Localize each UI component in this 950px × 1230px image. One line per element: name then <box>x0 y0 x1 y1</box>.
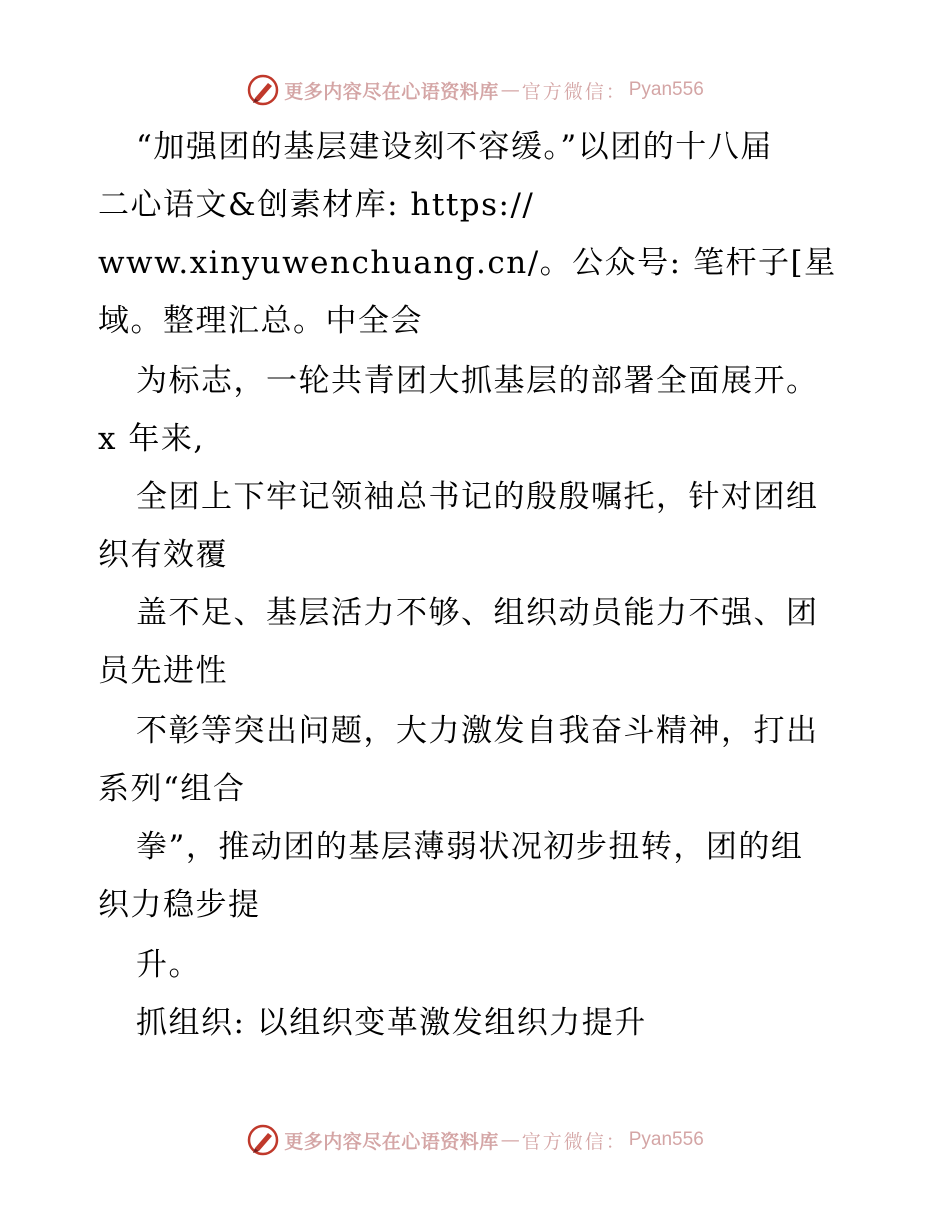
banner-separator: — <box>500 1129 520 1151</box>
text-line: 拳”，推动团的基层薄弱状况初步扭转，团的组 <box>136 829 804 865</box>
text-line: 不彰等突出问题，大力激发自我奋斗精神，打出 <box>136 713 819 749</box>
text-line: 盖不足、基层活力不够、组织动员能力不强、团 <box>136 595 819 631</box>
footer-banner <box>0 1120 950 1160</box>
banner-main-text: 更多内容尽在心语资料库 <box>284 80 499 103</box>
text-line: x 年来, <box>98 421 205 457</box>
banner-official-label: 官方微信： <box>521 80 627 103</box>
text-line: 抓组织: 以组织变革激发组织力提升 <box>136 1005 647 1041</box>
pen-logo-icon <box>246 1123 280 1157</box>
text-line: 系列“组合 <box>98 771 246 807</box>
header-banner <box>0 70 950 110</box>
text-line: 全团上下牢记领袖总书记的殷殷嘱托，针对团组 <box>136 479 819 515</box>
text-line: 织力稳步提 <box>98 887 261 923</box>
text-line: 二心语文&创素材库: https:// <box>98 187 535 223</box>
pen-logo-icon <box>246 73 280 107</box>
banner-separator: — <box>500 79 520 101</box>
banner-wechat-id: Pyan556 <box>628 1129 704 1150</box>
banner-wechat-id: Pyan556 <box>628 79 704 100</box>
text-line: 升。 <box>136 947 201 983</box>
text-line: 为标志，一轮共青团大抓基层的部署全面展开。 <box>136 363 819 399</box>
text-line: 员先进性 <box>98 653 228 689</box>
text-line: 织有效覆 <box>98 537 228 573</box>
banner-official-label: 官方微信： <box>521 1130 627 1153</box>
text-line: www.xinyuwenchuang.cn/。公众号: 笔杆子[星 <box>98 245 837 281</box>
text-line: “加强团的基层建设刻不容缓。”以团的十八届 <box>136 129 773 165</box>
banner-main-text: 更多内容尽在心语资料库 <box>284 1130 499 1153</box>
text-line: 域。整理汇总。中全会 <box>98 303 423 339</box>
